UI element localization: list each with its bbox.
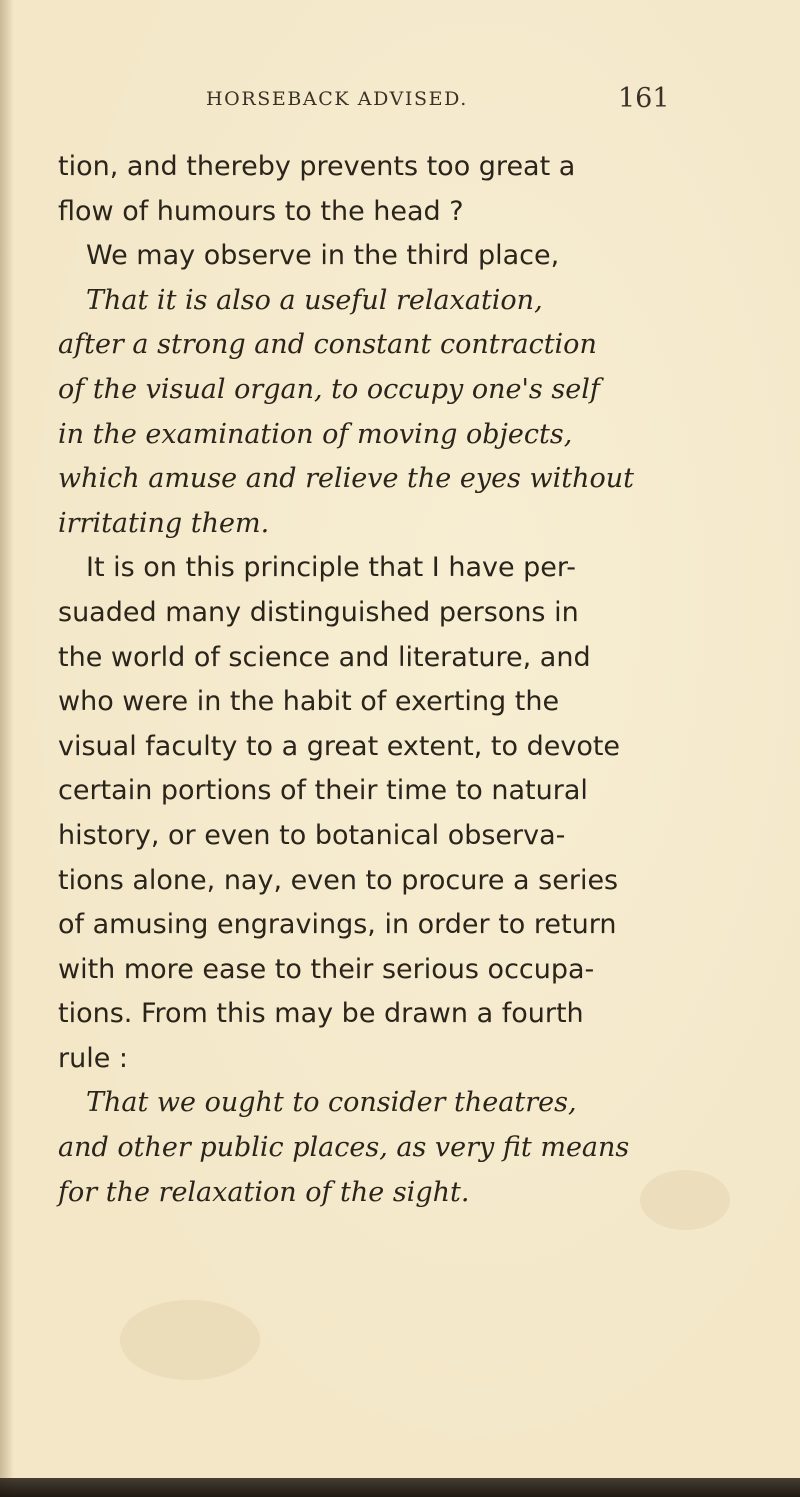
- text-line: certain portions of their time to natural: [58, 775, 588, 807]
- text-line: for the relaxation of the sight.: [58, 1176, 470, 1208]
- text-line: who were in the habit of exerting the: [58, 686, 560, 718]
- text-line: suaded many distinguished persons in: [58, 596, 579, 628]
- text-line: of the visual organ, to occupy one's self: [58, 373, 600, 405]
- text-line: which amuse and relieve the eyes without: [58, 463, 634, 495]
- text-line: in the examination of moving objects,: [58, 418, 573, 450]
- bottom-edge: [0, 1478, 800, 1497]
- page-number: 161: [618, 83, 670, 114]
- text-line: It is on this principle that I have per-: [86, 552, 577, 584]
- text-line: of amusing engravings, in order to return: [58, 909, 617, 941]
- running-head: HORSEBACK ADVISED.: [206, 88, 468, 110]
- text-line: That we ought to consider theatres,: [86, 1087, 577, 1119]
- text-line: visual faculty to a great extent, to devote: [58, 730, 621, 762]
- text-line: and other public places, as very fit means: [58, 1132, 630, 1164]
- text-line: We may observe in the third place,: [86, 240, 560, 272]
- gutter-shadow: [0, 0, 14, 1497]
- text-line: with more ease to their serious occupa-: [58, 953, 595, 985]
- text-line: rule :: [58, 1042, 129, 1074]
- text-line: That it is also a useful relaxation,: [86, 284, 543, 316]
- text-line: tions alone, nay, even to procure a series: [58, 864, 619, 896]
- body-text: [58, 145, 774, 1215]
- text-line: irritating them.: [58, 507, 270, 539]
- text-line: tions. From this may be drawn a fourth: [58, 998, 584, 1030]
- text-line: flow of humours to the head ?: [58, 195, 464, 227]
- text-line: tion, and thereby prevents too great a: [58, 151, 576, 182]
- text-line: history, or even to botanical observa-: [58, 819, 566, 851]
- paper-stain: [120, 1300, 260, 1380]
- text-line: the world of science and literature, and: [58, 641, 591, 673]
- text-line: after a strong and constant contraction: [58, 329, 597, 361]
